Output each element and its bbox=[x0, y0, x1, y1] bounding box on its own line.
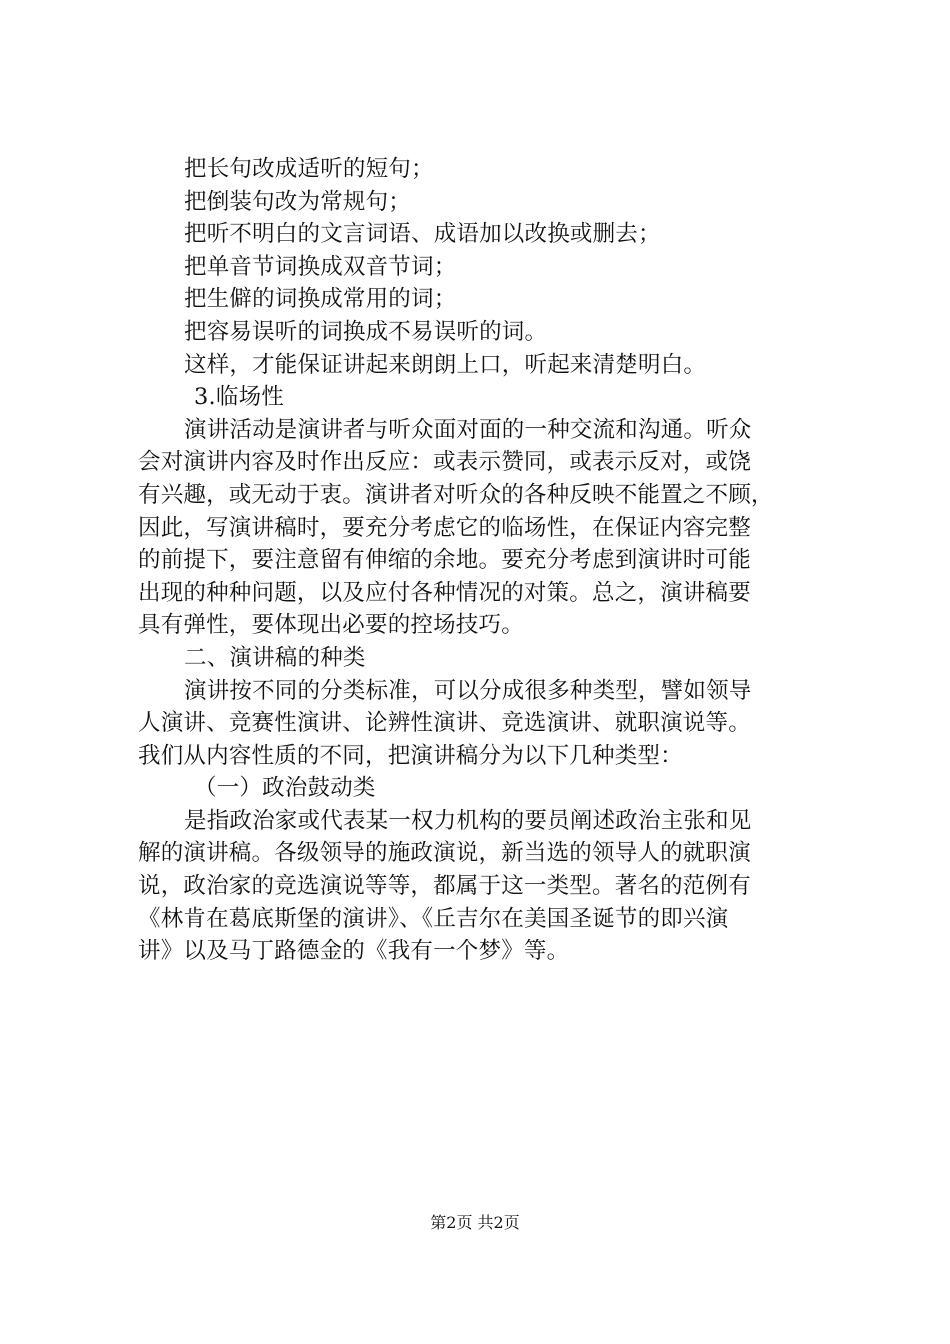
paragraph-line: 会对演讲内容及时作出反应：或表示赞同，或表示反对，或饶 bbox=[138, 449, 751, 476]
paragraph-line: 是指政治家或代表某一权力机构的要员阐述政治主张和见 bbox=[184, 807, 752, 834]
page-number-footer: 第2页 共2页 bbox=[430, 1213, 520, 1232]
subsection-heading: （一）政治鼓动类 bbox=[194, 775, 376, 802]
paragraph-line: 我们从内容性质的不同，把演讲稿分为以下几种类型： bbox=[138, 742, 683, 769]
paragraph-line: 具有弹性，要体现出必要的控场技巧。 bbox=[138, 612, 524, 639]
paragraph-line: 把容易误听的词换成不易误听的词。 bbox=[184, 318, 548, 345]
paragraph-line: 把长句改成适听的短句； bbox=[184, 156, 434, 182]
paragraph-line: 把听不明白的文言词语、成语加以改换或删去； bbox=[184, 221, 661, 248]
paragraph-line: 说，政治家的竞选演说等等，都属于这一类型。著名的范例有 bbox=[138, 873, 751, 900]
paragraph-line: 演讲活动是演讲者与听众面对面的一种交流和沟通。听众 bbox=[184, 416, 752, 443]
document-body bbox=[138, 153, 828, 968]
paragraph-line: 这样，才能保证讲起来朗朗上口，听起来清楚明白。 bbox=[184, 351, 707, 378]
paragraph-line: 有兴趣，或无动于衷。演讲者对听众的各种反映不能置之不顾， bbox=[138, 481, 774, 508]
paragraph-line: 讲》以及马丁路德金的《我有一个梦》等。 bbox=[138, 938, 570, 965]
paragraph-line: 《林肯在葛底斯堡的演讲》、《丘吉尔在美国圣诞节的即兴演 bbox=[138, 905, 729, 932]
paragraph-line: 因此，写演讲稿时，要充分考虑它的临场性，在保证内容完整 bbox=[138, 514, 751, 541]
paragraph-line: 解的演讲稿。各级领导的施政演说，新当选的领导人的就职演 bbox=[138, 840, 751, 867]
section-heading: 3.临场性 bbox=[194, 384, 284, 411]
paragraph-line: 把倒装句改为常规句； bbox=[184, 188, 412, 215]
paragraph-line: 出现的种种问题，以及应付各种情况的对策。总之，演讲稿要 bbox=[138, 579, 751, 606]
section-heading: 二、演讲稿的种类 bbox=[184, 644, 366, 671]
paragraph-line: 演讲按不同的分类标准，可以分成很多种类型，譬如领导 bbox=[184, 677, 752, 704]
paragraph-line: 的前提下，要注意留有伸缩的余地。要充分考虑到演讲时可能 bbox=[138, 547, 751, 574]
paragraph-line: 人演讲、竞赛性演讲、论辨性演讲、竞选演讲、就职演说等。 bbox=[138, 710, 751, 737]
paragraph-line: 把单音节词换成双音节词； bbox=[184, 253, 457, 280]
paragraph-line: 把生僻的词换成常用的词； bbox=[184, 286, 457, 313]
